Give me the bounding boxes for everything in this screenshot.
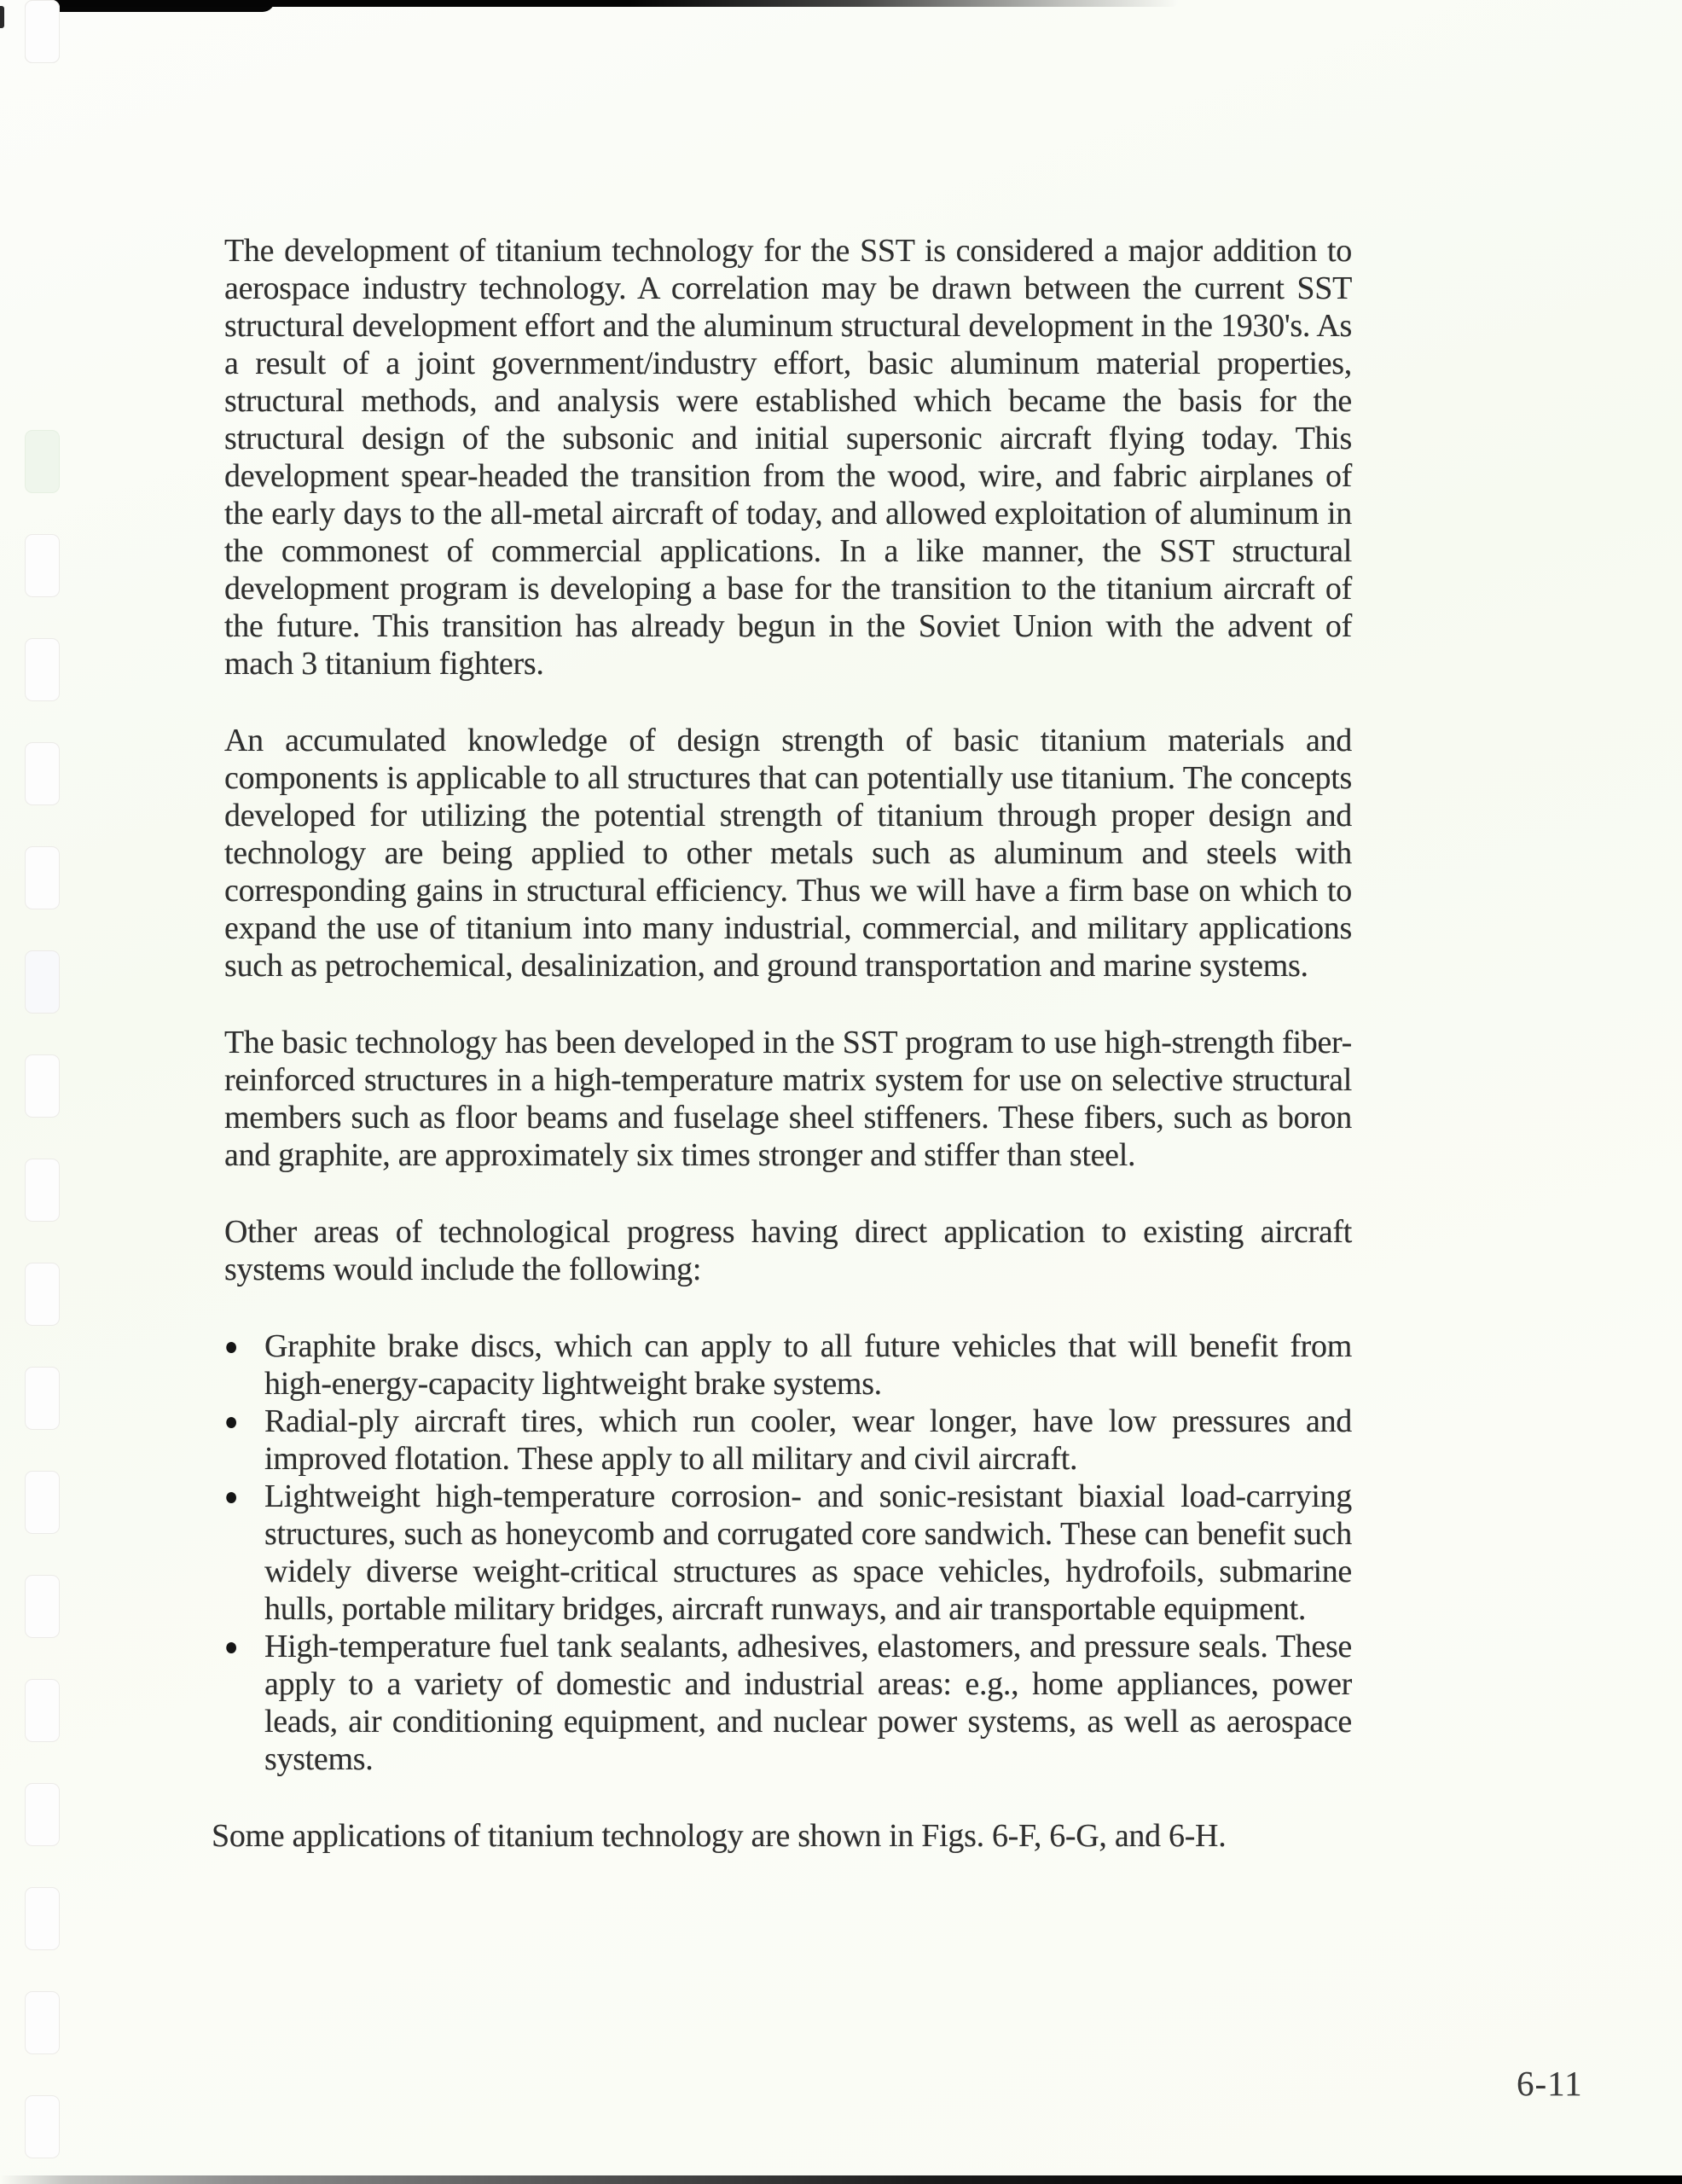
bullet-text-lightweight-structures: Lightweight high-temperature corrosion- and sonic-resistant biaxial load-carrying structures, such as honeycomb and corrugated core sandwich. These can benefit such widely diverse weight-critical structures as space vehicles, hydrofoils, submarine hulls, portable military bridges, aircraft runways, and air transportable equipment. xyxy=(264,1478,1352,1627)
page-number: 6-11 xyxy=(1517,2064,1583,2103)
binding-hole xyxy=(25,950,60,1014)
bullet-text-radial-ply-tires: Radial-ply aircraft tires, which run cooler, wear longer, have low pressures and improved flotation. These apply to all military and civil aircraft. xyxy=(264,1403,1352,1477)
binding-hole xyxy=(25,1887,60,1950)
text-block xyxy=(212,232,1352,1894)
scan-artifact-edge-mark xyxy=(0,6,4,28)
bullet-icon: ● xyxy=(224,1407,239,1436)
binding-hole xyxy=(25,534,60,597)
list-item xyxy=(224,1478,1352,1628)
binding-hole xyxy=(25,638,60,701)
list-item xyxy=(224,1327,1352,1403)
binding-hole xyxy=(25,1054,60,1118)
paragraph-titanium-development: The development of titanium technology for the SST is considered a major addition to aerospace industry technology. A correlation may be drawn between the current SST structural development effort and the aluminum structural development in the 1930's. As a result of a joint government/industry effort, basic aluminum material properties, structural methods, and analysis were established which became the basis for the structural design of the subsonic and initial supersonic aircraft flying today. This development spear-headed the transition from the wood, wire, and fabric airplanes of the early days to the all-metal aircraft of today, and allowed exploitation of aluminum in the commonest of commercial applications. In a like manner, the SST structural development program is developing a base for the transition to the titanium aircraft of the future. This transition has already begun in the Soviet Union with the advent of mach 3 titanium fighters. xyxy=(224,233,1352,682)
binding-hole xyxy=(25,1367,60,1430)
bullet-text-fuel-tank-sealants: High-temperature fuel tank sealants, adhesives, elastomers, and pressure seals. These apply to a variety of domestic and industrial areas: e.g., home appliances, power leads, air conditioning equipment, and nuclear power systems, as well as aerospace systems. xyxy=(264,1629,1352,1777)
bullet-icon: ● xyxy=(224,1632,239,1661)
scan-artifact-bottom-strip xyxy=(0,2175,1682,2184)
binding-hole xyxy=(25,2095,60,2158)
paragraph-other-areas-intro: Other areas of technological progress having direct application to existing aircraft systems would include the following: xyxy=(224,1214,1352,1287)
list-item xyxy=(224,1628,1352,1778)
paragraph-accumulated-knowledge: An accumulated knowledge of design strength of basic titanium materials and components is applicable to all structures that can potentially use titanium. The concepts developed for utilizing the potential strength of titanium through proper design and technology are being applied to other metals such as aluminum and steels with corresponding gains in structural efficiency. Thus we will have a firm base on which to expand the use of titanium into many industrial, commercial, and military applications such as petrochemical, desalinization, and ground transportation and marine systems. xyxy=(224,723,1352,984)
paragraph-closing-figures: Some applications of titanium technology are shown in Figs. 6-F, 6-G, and 6-H. xyxy=(212,1818,1227,1854)
binding-hole xyxy=(25,1679,60,1742)
paragraph-basic-technology: The basic technology has been developed in the SST program to use high-strength fiber-reinforced structures in a high-temperature matrix system for use on selective structural members such as floor beams and fuselage sheel stiffeners. These fibers, such as boron and graphite, are approximately six times stronger and stiffer than steel. xyxy=(224,1025,1352,1173)
binding-hole xyxy=(25,1575,60,1638)
binding-hole xyxy=(25,742,60,805)
binding-hole xyxy=(25,846,60,909)
bullet-list xyxy=(224,1327,1352,1778)
bullet-text-graphite-brakes: Graphite brake discs, which can apply to all future vehicles that will benefit from high-energy-capacity lightweight brake systems. xyxy=(264,1328,1352,1402)
list-item xyxy=(224,1403,1352,1478)
binding-hole xyxy=(25,430,60,493)
bullet-icon: ● xyxy=(224,1482,239,1511)
binding-hole xyxy=(25,1471,60,1534)
binding-hole xyxy=(25,1991,60,2054)
scan-artifact-top-strip xyxy=(36,0,1179,7)
binding-hole xyxy=(25,1263,60,1326)
binding-hole xyxy=(25,1783,60,1846)
binding-hole xyxy=(25,1159,60,1222)
binding-hole xyxy=(25,0,60,63)
bullet-icon: ● xyxy=(224,1332,239,1361)
